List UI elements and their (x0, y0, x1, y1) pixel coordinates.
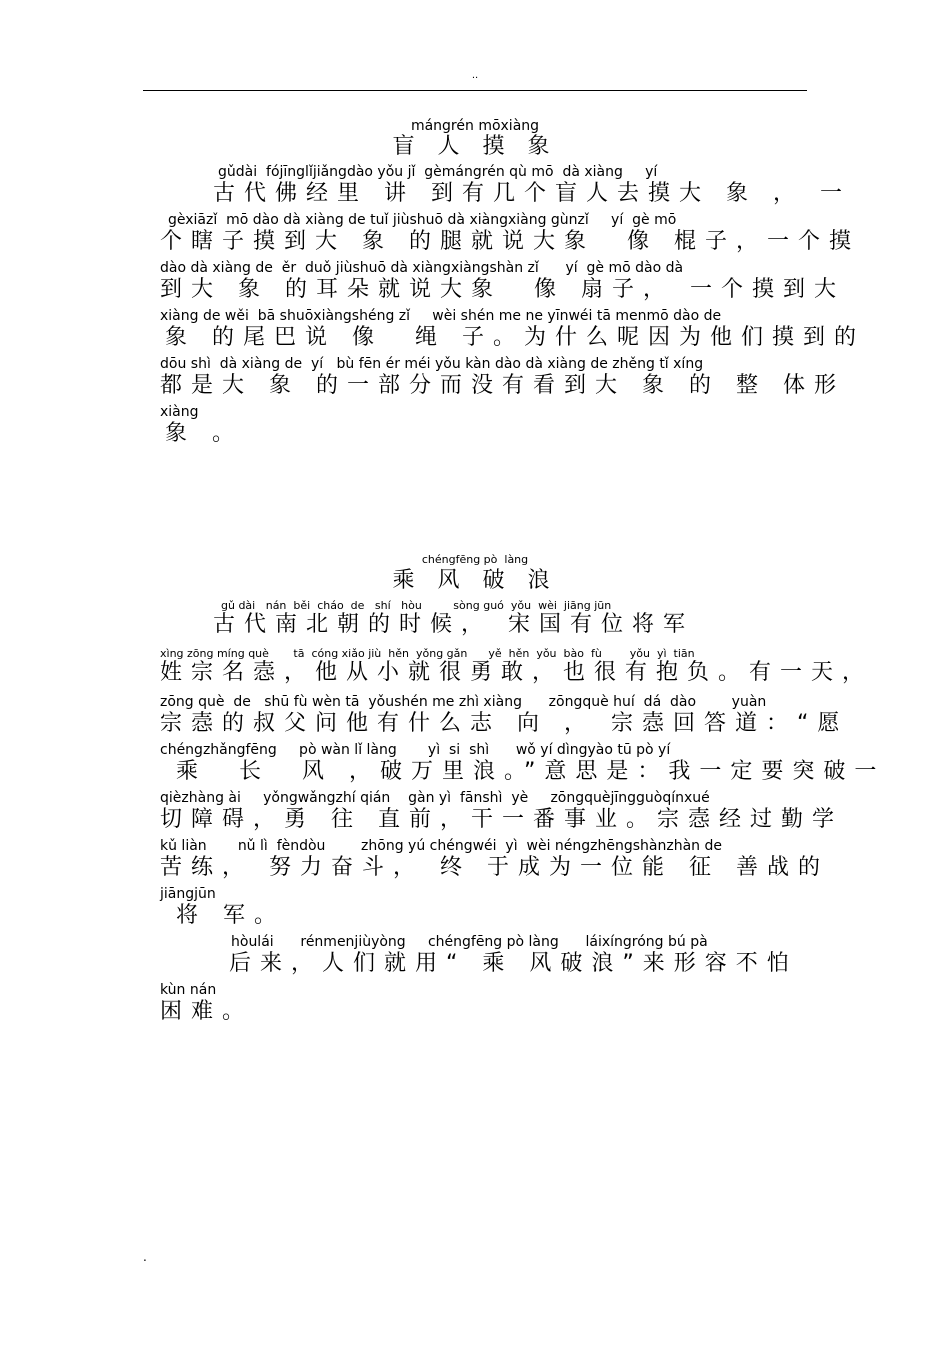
text-line: 古代佛经里 讲 到有几个盲人去摸大 象 ， 一 (213, 181, 851, 206)
story2-title-block (0, 552, 950, 594)
pinyin-line: qièzhàng ài yǒngwǎngzhí qián gàn yì fānshì yè zōngquèjīngguòqínxué (160, 790, 710, 806)
pinyin-line: dōu shì dà xiàng de yí bù fēn ér méi yǒu kàn dào dà xiàng de zhěng tǐ xíng (160, 356, 704, 372)
pinyin-line: chéngzhǎngfēng pò wàn lǐ làng yì si shì wǒ yí dìngyào tū pò yí (160, 742, 671, 758)
text-line: 古代南北朝的时候， 宋国有位将军 (213, 612, 694, 637)
pinyin-line: gǔ dài nán běi cháo de shí hòu sòng guó yǒu wèi jiāng jūn (221, 599, 612, 612)
text-line: 切障碍，勇 往 直前，干一番事业。宗悫经过勤学 (160, 807, 843, 832)
pinyin-line: gèxiāzǐ mō dào dà xiàng de tuǐ jiùshuō dà xiàngxiàng gùnzǐ yí gè mō (168, 212, 677, 228)
story2-title: 乘 风 破 浪 (392, 568, 558, 593)
story1-title-block (0, 118, 950, 160)
text-line: 将 军。 (160, 903, 285, 928)
pinyin-line: kùn nán (160, 982, 217, 998)
pinyin-line: zōng què de shū fù wèn tā yǒushén me zhì xiàng zōngquè huí dá dào yuàn (160, 694, 767, 710)
pinyin-line: hòulái rénmenjiùyòng chéngfēng pò làng láixíngróng bú pà (231, 934, 708, 950)
text-line: 后来，人们就用“ 乘 风破浪”来形容不怕 (229, 951, 798, 976)
text-line: 个瞎子摸到大 象 的腿就说大象 像 棍子，一个摸 (160, 229, 860, 254)
header-rule (143, 90, 807, 91)
pinyin-line: gǔdài fójīnglǐjiǎngdào yǒu jǐ gèmángrén qù mō dà xiàng yí (218, 164, 658, 180)
story2-title-pinyin: chéngfēng pò làng (421, 553, 529, 566)
pinyin-line: jiāngjūn (160, 886, 216, 902)
text-line: 都是大 象 的一部分而没有看到大 象 的 整 体形 (160, 373, 845, 398)
pinyin-line: xìng zōng míng què tā cóng xiǎo jiù hěn yǒng gǎn yě hěn yǒu bào fù yǒu yì tiān (160, 647, 695, 660)
text-line: 到大 象 的耳朵就说大象 像 扇子， 一个摸到大 (160, 277, 845, 302)
story1-title: 盲 人 摸 象 (392, 134, 558, 159)
footer-dot: . (143, 1250, 147, 1264)
text-line: 困难。 (160, 999, 254, 1024)
pinyin-line: dào dà xiàng de ěr duǒ jiùshuō dà xiàngxiàngshàn zǐ yí gè mō dào dà (160, 260, 684, 276)
text-line: 乘 长 风 ，破万里浪。”意思是：我一定要突破一 (160, 759, 886, 784)
story1-title-pinyin: mángrén mōxiàng (410, 118, 540, 134)
text-line: 苦练， 努力奋斗， 终 于成为一位能 征 善战的 (160, 855, 829, 880)
pinyin-line: xiàng de wěi bā shuōxiàngshéng zǐ wèi shén me ne yīnwéi tā menmō dào de (160, 308, 722, 324)
pinyin-line: xiàng (160, 404, 199, 420)
text-line: 姓宗名悫，他从小就很勇敢，也很有抱负。有一天， (160, 660, 874, 685)
text-line: 宗悫的叔父问他有什么志 向 ， 宗悫回答道：“愿 (160, 711, 849, 736)
text-line: 象 的尾巴说 像 绳 子。为什么呢因为他们摸到的 (165, 325, 865, 350)
pinyin-line: kǔ liàn nǔ lì fèndòu zhōng yú chéngwéi yì wèi néngzhēngshànzhàn de (160, 838, 722, 854)
header-dots: .. (471, 70, 479, 81)
text-line: 象 。 (165, 421, 243, 446)
